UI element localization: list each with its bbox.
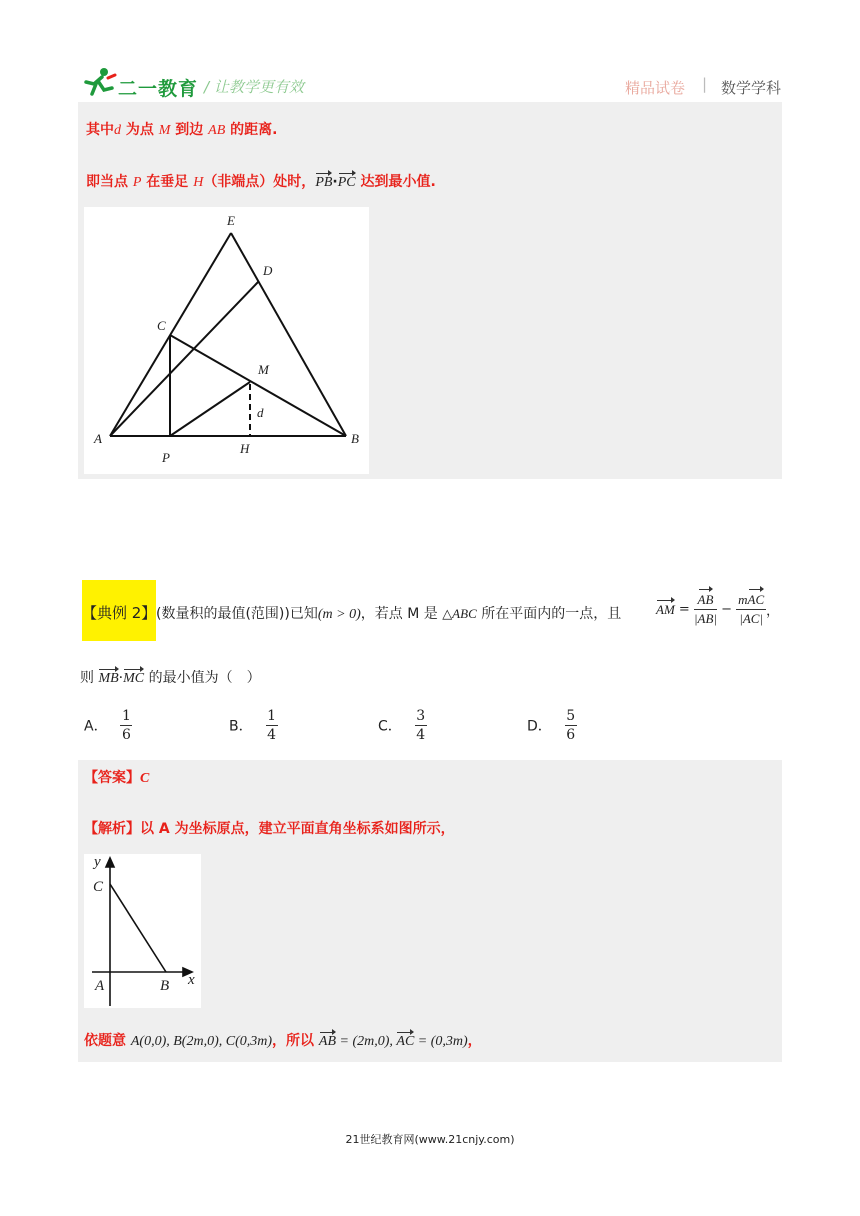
label-B: B (160, 978, 170, 994)
footer-site: 21世纪教育网(www.21cnjy.com) (345, 1133, 515, 1146)
segment-CB (170, 335, 346, 436)
option-c[interactable]: C． $\frac{3}{4}$ (378, 708, 426, 743)
segment-PM (170, 382, 250, 436)
header-separator: | (702, 75, 708, 93)
label-P: P (162, 450, 170, 465)
label-D: D (263, 263, 273, 278)
example-question-line1: (数量积的最值(范围))已知(m > 0)，若点 M 是 △ABC 所在平面内的一点，且 (156, 606, 622, 622)
header-label-subject: 数学学科 (721, 79, 782, 97)
label-C: C (157, 318, 166, 333)
label-A: A (95, 978, 105, 994)
label-x: x (188, 972, 195, 988)
analysis-line: 【解析】以 A 为坐标原点，建立平面直角坐标系如图所示， (84, 821, 455, 837)
option-a[interactable]: A． $\frac{1}{6}$ (84, 708, 131, 743)
label-d: d (257, 405, 264, 420)
example-tag: 【典例 2】 (82, 604, 157, 622)
label-H: H (240, 441, 250, 456)
vector-equation: AM = $\frac{AB}{|AB|}$ − $\frac{\text{mAC}}{|AC|}$ ， (656, 592, 780, 626)
min-condition-note: 即当点 P 在垂足 H（非端点）处时，PB·PC 达到最小值. (86, 174, 436, 190)
label-A: A (94, 431, 102, 446)
option-b[interactable]: B． $\frac{1}{4}$ (229, 708, 276, 743)
example-question-line2: 则 MB·MC 的最小值为（ ） (80, 670, 261, 686)
fraction-mAC: $\frac{\text{mAC}}{|AC|}$ (738, 592, 765, 626)
segment-AD (110, 281, 259, 436)
logo (82, 66, 118, 102)
triangle-diagram (84, 207, 369, 474)
label-B: B (351, 431, 359, 446)
label-E: E (227, 213, 235, 228)
coordinate-figure (84, 854, 201, 1008)
answer-line: 【答案】C (84, 770, 150, 786)
label-C: C (93, 879, 104, 895)
option-d[interactable]: D． $\frac{5}{6}$ (527, 708, 576, 743)
coordinate-diagram (84, 854, 201, 1008)
runner-logo-icon (82, 66, 118, 98)
triangle-figure (84, 207, 369, 474)
label-y: y (94, 854, 101, 870)
fraction-AB: $\frac{AB}{|AB|}$ (693, 592, 717, 626)
y-axis-arrow-icon (106, 858, 114, 867)
header-label-premium: 精品试卷 (625, 79, 686, 97)
segment-CB (110, 884, 166, 972)
coordinates-line: 依题意 A(0,0), B(2m,0), C(0,3m)，所以 AB = (2m,0), AC = (0,3m)， (84, 1033, 482, 1049)
slogan: / 让教学更有效 (204, 78, 304, 96)
distance-note: 其中d 为点 M 到边 AB 的距离. (86, 122, 278, 138)
edge-EB (231, 233, 346, 436)
label-M: M (258, 362, 269, 377)
brand-name: 二一教育 (118, 78, 199, 100)
